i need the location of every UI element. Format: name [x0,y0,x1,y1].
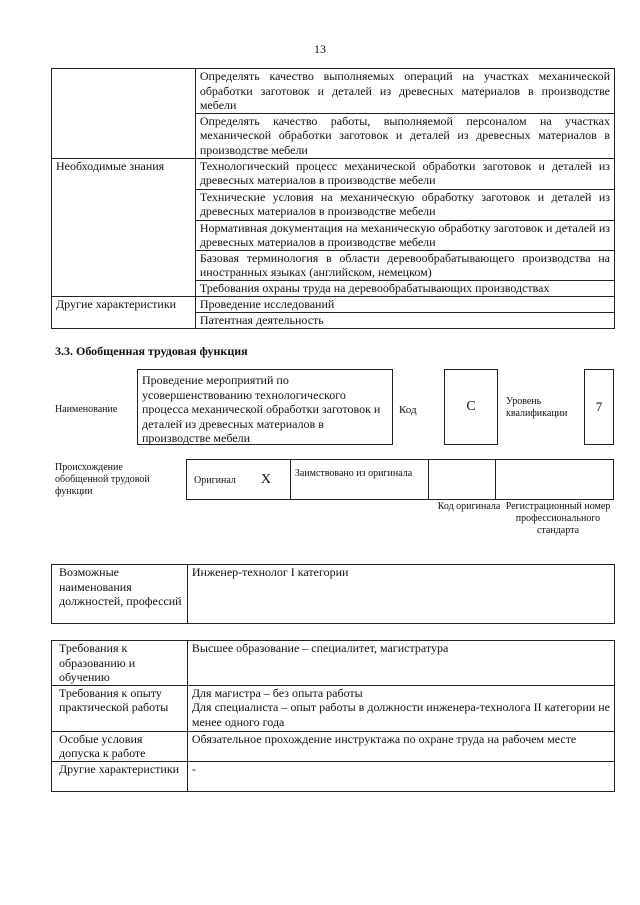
skill-row: Определять качество выполняемых операций на участках механической обработки заготовок и деталей из древесных материалов в производстве мебели [195,69,614,114]
knowledge-row: Требования охраны труда на деревообрабатывающих производствах [195,280,614,296]
reg-number-cell [496,460,614,500]
skills-knowledge-table [51,68,615,329]
knowledge-row: Нормативная документация на механическую обработку заготовок и деталей из древесных материалов в производстве мебели [195,220,614,250]
req-experience-line: Для специалиста – опыт работы в должности инженера-технолога II категории не менее одного года [191,700,611,729]
reg-number-caption: Регистрационный номер профессионального стандарта [505,501,611,536]
knowledge-label: Необходимые знания [52,158,196,296]
req-education-label: Требования к образованию и обучению [52,641,188,686]
name-label: Наименование [55,404,118,415]
positions-value: Инженер-технолог I категории [187,565,614,624]
req-other-value: - [187,761,614,791]
other-row: Проведение исследований [195,296,614,312]
section-heading: 3.3. Обобщенная трудовая функция [55,344,248,358]
positions-label: Возможные наименования должностей, профессий [52,565,188,624]
skills-label-cell [52,69,196,159]
req-admission-value: Обязательное прохождение инструктажа по охране труда на рабочем месте [187,731,614,761]
knowledge-row: Технологический процесс механической обработки заготовок и деталей из древесных материалов в производстве мебели [195,158,614,189]
req-experience-value [187,685,614,731]
code-label: Код [399,404,417,416]
origin-table [186,459,614,500]
level-value: 7 [595,399,603,414]
original-mark: X [260,471,272,487]
other-row: Патентная деятельность [195,312,614,328]
skill-row: Определять качество работы, выполняемой персоналом на участках механической обработки заготовок и деталей из древесных материалов в производстве мебели [195,113,614,158]
origin-label: Происхождение обобщенной трудовой функции [55,462,150,497]
level-label: Уровень квалификации [506,396,568,419]
level-box [584,369,614,445]
original-label: Оригинал [194,474,236,486]
req-admission-label: Особые условия допуска к работе [52,731,188,761]
function-name-box [137,369,393,445]
knowledge-row: Базовая терминология в области деревообрабатывающего производства на иностранных языках (английском, немецком) [195,250,614,280]
code-box [444,369,498,445]
code-original-caption: Код оригинала [437,501,501,512]
function-name-value: Проведение мероприятий по усовершенствованию технологического процесса механической обработки заготовок и деталей из древесных материалов в производстве мебели [142,373,381,445]
borrowed-cell [290,460,428,500]
req-experience-line: Для магистра – без опыта работы [191,685,363,700]
other-label: Другие характеристики [52,296,196,328]
page-number: 13 [314,42,326,56]
positions-table [51,564,615,624]
knowledge-row: Технические условия на механическую обработку заготовок и деталей из древесных материалов в производстве мебели [195,189,614,220]
req-education-value: Высшее образование – специалитет, магистратура [187,641,614,686]
req-other-label: Другие характеристики [52,761,188,791]
code-original-cell [428,460,496,500]
original-cell [187,460,291,500]
borrowed-label: Заимствовано из оригинала [294,468,413,479]
requirements-table [51,640,615,792]
code-value: C [466,399,476,414]
req-experience-label: Требования к опыту практической работы [52,685,188,731]
